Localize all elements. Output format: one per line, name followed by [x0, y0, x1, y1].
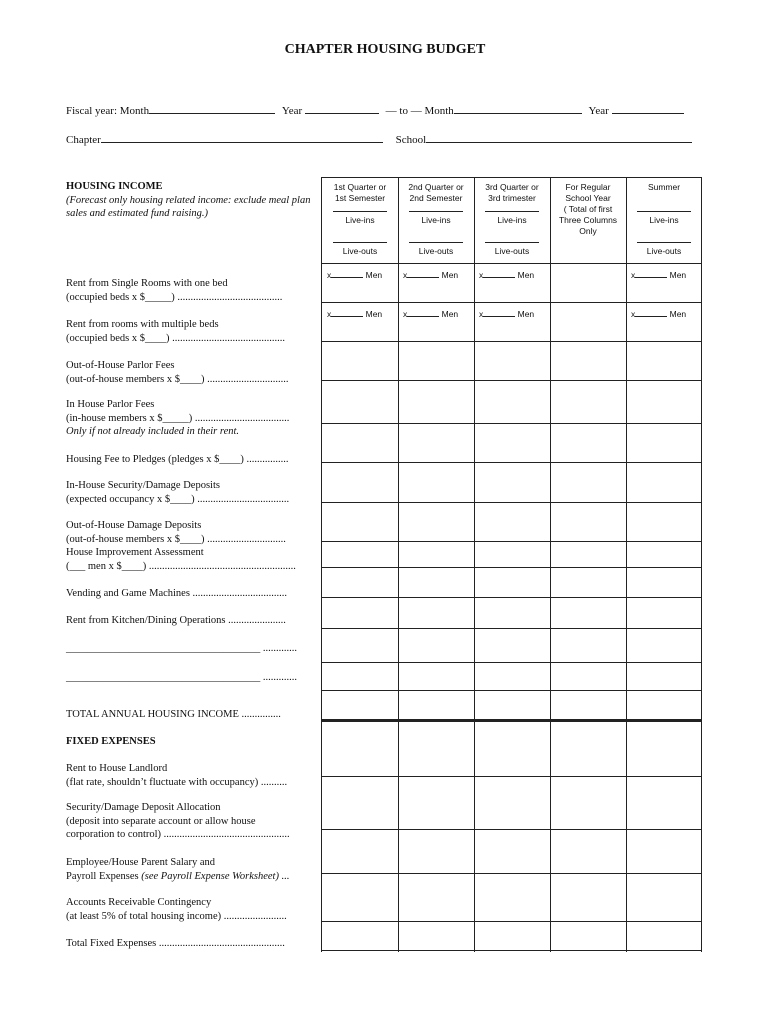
housing-income-note: (Forecast only housing related income: exclude meal plan sales and estimated fund raising.)	[66, 194, 311, 220]
men-label: Men	[365, 270, 383, 280]
year-label: Year	[281, 105, 303, 117]
live-outs-label: Live-outs	[646, 246, 682, 256]
x-prefix: x	[479, 309, 484, 319]
men-label: Men	[669, 309, 687, 319]
men-label: Men	[365, 309, 383, 319]
income-row-4	[66, 398, 312, 439]
income-row-10[interactable]	[66, 642, 312, 656]
grid-row-line	[322, 921, 702, 922]
col-header-summer	[626, 182, 702, 257]
row-label-detail: corporation to control) ................................................	[66, 829, 290, 841]
row-label-detail: (in-house members x $_____) ....................................	[66, 412, 290, 424]
grid-row-line	[322, 597, 702, 598]
men-count-cell[interactable]	[327, 309, 382, 319]
men-count-cell[interactable]	[479, 270, 534, 280]
col-header-line: 3rd trimester	[488, 193, 536, 203]
row-label-detail: (occupied beds x $____) ...........................................	[66, 332, 286, 344]
row-label-detail: (deposit into separate account or allow house	[66, 815, 256, 827]
grid-row-line	[322, 502, 702, 503]
fiscal-year-line	[66, 103, 684, 117]
men-count-cell[interactable]	[403, 309, 458, 319]
grid-row-line	[322, 380, 702, 381]
blank-line[interactable]	[409, 242, 463, 243]
income-row-11[interactable]	[66, 671, 312, 685]
housing-income-section	[66, 180, 312, 221]
row-label: Rent from rooms with multiple beds	[66, 319, 219, 330]
grid-row-line	[322, 423, 702, 424]
grid-row-line	[322, 873, 702, 874]
grid-row-line	[322, 628, 702, 629]
row-label: Housing Fee to Pledges (pledges x $____) ................	[66, 454, 289, 465]
income-row-3	[66, 359, 312, 386]
income-row-9	[66, 614, 312, 628]
row-label: Rent from Kitchen/Dining Operations ......................	[66, 615, 286, 626]
fiscal-year-field[interactable]	[305, 103, 379, 114]
men-label: Men	[517, 309, 535, 319]
chapter-label: Chapter	[66, 134, 101, 146]
grid-row-line	[322, 263, 702, 264]
row-label-note: Only if not already included in their rent.	[66, 426, 240, 438]
grid-row-line	[322, 690, 702, 691]
row-label: Out-of-House Damage Deposits	[66, 520, 202, 531]
school-label: School	[395, 134, 427, 146]
custom-income-line[interactable]: _____________________________________ .............	[66, 643, 297, 654]
men-label: Men	[441, 309, 459, 319]
budget-grid	[321, 177, 702, 952]
x-prefix: x	[631, 270, 636, 280]
total-income-row	[66, 708, 312, 722]
row-label: Rent from Single Rooms with one bed	[66, 278, 228, 289]
col-header-line: 1st Semester	[334, 193, 386, 203]
row-label-detail: (out-of-house members x $____) ..............................	[66, 533, 286, 545]
col-header-line: 2nd Semester	[409, 193, 463, 203]
row-label-detail: (at least 5% of total housing income) ........................	[66, 910, 287, 922]
men-count-cell[interactable]	[631, 270, 686, 280]
row-label-detail: (expected occupancy x $____) ...................................	[66, 493, 290, 505]
col-header-line: ( Total of first	[563, 204, 613, 214]
row-label: In-House Security/Damage Deposits	[66, 480, 220, 491]
grid-col-line	[701, 178, 702, 952]
blank-line[interactable]	[333, 242, 387, 243]
fixed-expenses-section	[66, 735, 312, 749]
col-header-line: For Regular	[565, 182, 611, 192]
live-ins-label: Live-ins	[649, 215, 679, 225]
income-row-6	[66, 479, 312, 506]
expense-row-4	[66, 896, 312, 923]
grid-row-line	[322, 341, 702, 342]
live-ins-label: Live-ins	[421, 215, 451, 225]
live-outs-label: Live-outs	[342, 246, 378, 256]
row-label: In House Parlor Fees	[66, 399, 155, 410]
col-header-line: Three Columns	[558, 215, 618, 225]
total-fixed-expenses-label: Total Fixed Expenses ................................................	[66, 938, 285, 949]
total-fixed-expenses-row	[66, 937, 312, 951]
row-label: House Improvement Assessment	[66, 547, 204, 559]
grid-row-line	[322, 776, 702, 777]
row-label-detail: (flat rate, shouldn’t fluctuate with occupancy) ..........	[66, 776, 288, 788]
fiscal-year-label: Fiscal year: Month	[66, 105, 150, 117]
to-month-label: — to — Month	[385, 105, 454, 117]
men-count-cell[interactable]	[479, 309, 534, 319]
to-year-field[interactable]	[612, 103, 684, 114]
grid-row-line	[322, 302, 702, 303]
men-count-cell[interactable]	[327, 270, 382, 280]
row-label-detail: (out-of-house members x $____) ...............................	[66, 373, 289, 385]
men-count-cell[interactable]	[403, 270, 458, 280]
blank-line[interactable]	[333, 211, 387, 212]
total-income-label: TOTAL ANNUAL HOUSING INCOME ...............	[66, 709, 281, 720]
chapter-line	[66, 132, 692, 146]
blank-line[interactable]	[637, 242, 691, 243]
income-row-2	[66, 318, 312, 345]
grid-col-line	[398, 178, 399, 952]
men-label: Men	[669, 270, 687, 280]
income-row-8	[66, 587, 312, 601]
blank-line[interactable]	[409, 211, 463, 212]
grid-row-line	[322, 462, 702, 463]
x-prefix: x	[479, 270, 484, 280]
row-label-detail: (occupied beds x $_____) ........................................	[66, 291, 283, 303]
grid-col-line	[550, 178, 551, 952]
row-label: Employee/House Parent Salary and	[66, 857, 215, 868]
blank-line[interactable]	[485, 211, 539, 212]
men-count-cell[interactable]	[631, 309, 686, 319]
x-prefix: x	[403, 309, 408, 319]
payroll-worksheet-note: (see Payroll Expense Worksheet) ...	[141, 870, 290, 882]
men-label: Men	[517, 270, 535, 280]
x-prefix: x	[403, 270, 408, 280]
grid-row-line-thick	[322, 719, 702, 722]
income-row-1	[66, 277, 312, 304]
income-row-5	[66, 453, 312, 467]
grid-col-line	[474, 178, 475, 952]
col-header-q3	[474, 182, 550, 257]
live-outs-label: Live-outs	[494, 246, 530, 256]
row-label-detail	[66, 870, 312, 884]
x-prefix: x	[327, 270, 332, 280]
grid-row-line	[322, 829, 702, 830]
grid-row-line	[322, 567, 702, 568]
live-ins-label: Live-ins	[497, 215, 527, 225]
col-header-line: Summer	[647, 182, 681, 192]
row-label: Out-of-House Parlor Fees	[66, 360, 175, 371]
live-outs-label: Live-outs	[418, 246, 454, 256]
expense-row-1	[66, 762, 312, 789]
fixed-expenses-heading: FIXED EXPENSES	[66, 736, 156, 747]
x-prefix: x	[631, 309, 636, 319]
to-month-field[interactable]	[454, 103, 582, 114]
grid-row-line	[322, 541, 702, 542]
expense-row-3	[66, 856, 312, 883]
col-header-q1	[322, 182, 398, 257]
payroll-label: Payroll Expenses	[66, 870, 142, 882]
blank-line[interactable]	[485, 242, 539, 243]
income-row-7	[66, 519, 312, 573]
year2-label: Year	[588, 105, 609, 117]
col-header-line: 1st Quarter or	[333, 182, 387, 192]
grid-col-line	[626, 178, 627, 952]
col-header-school-year	[550, 182, 626, 237]
expense-row-2	[66, 801, 312, 842]
col-header-line: Only	[579, 226, 597, 236]
col-header-line: 2nd Quarter or	[408, 182, 464, 192]
live-ins-label: Live-ins	[345, 215, 375, 225]
school-field[interactable]	[426, 132, 692, 143]
blank-line[interactable]	[637, 211, 691, 212]
row-label-detail: (___ men x $____) ........................................................	[66, 560, 296, 572]
row-label: Rent to House Landlord	[66, 763, 168, 774]
page-title: CHAPTER HOUSING BUDGET	[284, 42, 486, 57]
chapter-field[interactable]	[101, 132, 383, 143]
housing-income-heading: HOUSING INCOME	[66, 181, 163, 192]
row-label: Accounts Receivable Contingency	[66, 897, 212, 908]
custom-income-line[interactable]: _____________________________________ .............	[66, 672, 297, 683]
col-header-line: School Year	[565, 193, 611, 203]
fiscal-month-field[interactable]	[149, 103, 275, 114]
x-prefix: x	[327, 309, 332, 319]
grid-bottom-line	[321, 950, 702, 951]
row-label: Vending and Game Machines ....................................	[66, 588, 288, 599]
col-header-line: 3rd Quarter or	[485, 182, 539, 192]
grid-row-line	[322, 662, 702, 663]
row-label: Security/Damage Deposit Allocation	[66, 802, 221, 813]
men-label: Men	[441, 270, 459, 280]
col-header-q2	[398, 182, 474, 257]
